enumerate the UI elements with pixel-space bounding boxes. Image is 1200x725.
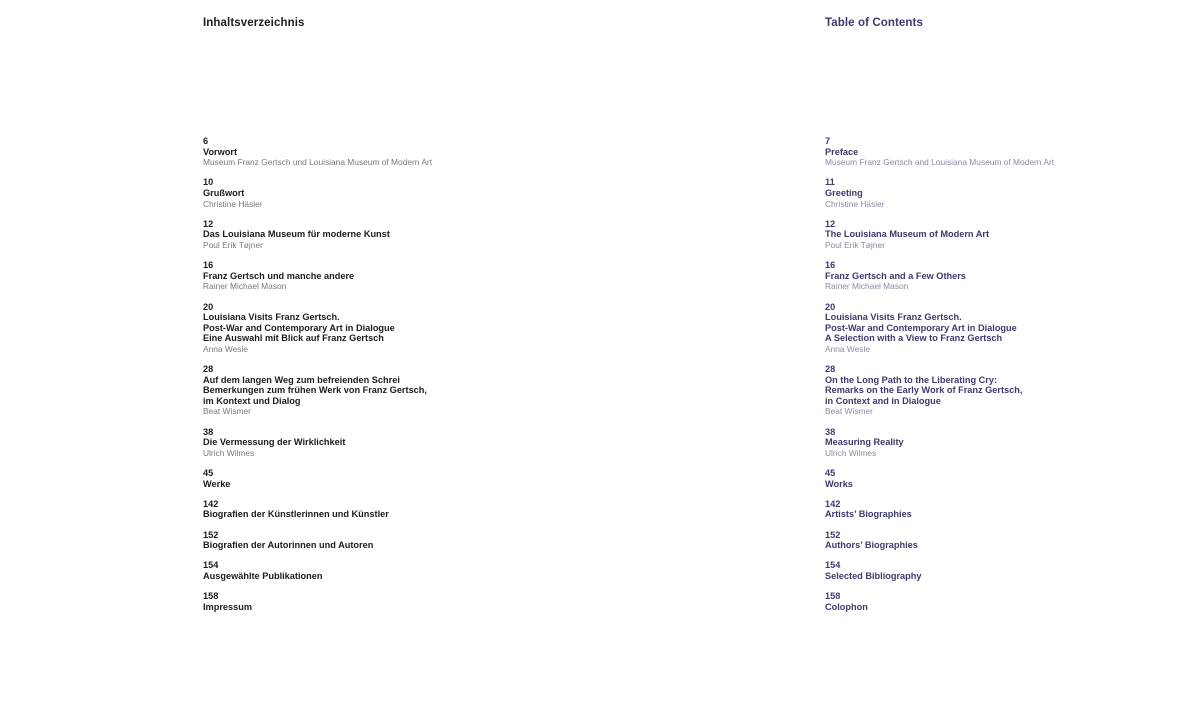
toc-entry-title-line: Artists’ Biographies <box>825 509 912 520</box>
toc-page-number: 7 <box>825 136 831 146</box>
toc-page-number: 38 <box>825 426 836 437</box>
toc-page-number: 38 <box>203 426 214 437</box>
toc-entry-title <box>825 229 1145 240</box>
toc-entry-title <box>203 571 523 582</box>
toc-page-number: 10 <box>203 177 214 188</box>
toc-page-number: 28 <box>203 364 214 375</box>
toc-entry-title-line: Greeting <box>825 187 863 198</box>
toc-page-number: 11 <box>825 177 835 188</box>
toc-entry-author: Museum Franz Gertsch and Louisiana Museum of Modern Art <box>825 157 1055 168</box>
toc-entry-title-line: Bemerkungen zum frühen Werk von Franz Gertsch, <box>203 385 427 396</box>
toc-entry-author: Rainer Michael Mason <box>203 281 287 292</box>
toc-entry-author: Christine Häsler <box>203 198 263 209</box>
toc-entry-title-line: The Louisiana Museum of Modern Art <box>825 229 990 240</box>
toc-entry-author: Museum Franz Gertsch und Louisiana Museum of Modern Art <box>203 157 433 168</box>
toc-entry[interactable] <box>825 177 1145 209</box>
toc-entry-title <box>203 188 523 199</box>
toc-entry-author: Ulrich Wilmes <box>203 447 255 458</box>
toc-entry-title-line: Preface <box>825 146 859 157</box>
toc-page-number: 152 <box>825 529 841 540</box>
toc-page-number: 12 <box>825 218 836 229</box>
toc-entry-title <box>825 571 1145 582</box>
toc-entry-title-line: Vorwort <box>203 146 238 157</box>
toc-entry-title <box>203 312 523 344</box>
toc-entry[interactable] <box>203 260 523 292</box>
toc-entry-title <box>203 479 523 490</box>
toc-entry[interactable] <box>203 530 523 551</box>
toc-entry[interactable] <box>825 530 1145 551</box>
toc-page-number: 152 <box>203 529 219 540</box>
toc-entry-title-line: Grußwort <box>203 187 245 198</box>
toc-entry-title-line: A Selection with a View to Franz Gertsch <box>825 333 1003 344</box>
toc-entry[interactable] <box>203 591 523 612</box>
toc-entry-author: Beat Wismer <box>825 406 873 417</box>
toc-page-number: 12 <box>203 218 214 229</box>
toc-entry-title-line: Eine Auswahl mit Blick auf Franz Gertsch <box>203 333 384 344</box>
toc-page-number: 45 <box>203 468 214 478</box>
toc-entry-title <box>825 375 1145 407</box>
english-toc-entries <box>825 136 1145 622</box>
toc-entry-title-line: Das Louisiana Museum für moderne Kunst <box>203 229 390 240</box>
toc-entry-title-line: Biografien der Künstlerinnen und Künstler <box>203 509 389 520</box>
toc-entry-title <box>825 271 1145 282</box>
toc-page-number: 158 <box>825 591 841 602</box>
toc-entry[interactable] <box>825 591 1145 612</box>
toc-entry[interactable] <box>203 560 523 581</box>
toc-entry-title-line: On the Long Path to the Liberating Cry: <box>825 374 998 385</box>
toc-entry[interactable] <box>825 560 1145 581</box>
toc-entry-author: Poul Erik Tøjner <box>203 239 263 250</box>
toc-page-number: 142 <box>203 498 219 509</box>
toc-entry-title <box>203 271 523 282</box>
toc-page-number: 142 <box>825 498 841 509</box>
toc-page-number: 20 <box>203 301 214 312</box>
toc-entry-title <box>203 602 523 613</box>
toc-entry[interactable] <box>825 364 1145 417</box>
toc-entry-title <box>203 147 523 158</box>
toc-entry-title <box>203 540 523 551</box>
toc-entry-title <box>825 602 1145 613</box>
toc-entry-author: Anna Wesle <box>203 343 249 354</box>
toc-entry-author: Anna Wesle <box>825 343 871 354</box>
german-toc-entries <box>203 136 523 622</box>
toc-entry-author: Beat Wismer <box>203 406 251 417</box>
toc-entry-title-line: Works <box>825 478 853 489</box>
toc-entry-title-line: Die Vermessung der Wirklichkeit <box>203 437 346 448</box>
toc-entry-title-line: Measuring Reality <box>825 437 904 448</box>
toc-entry-author: Poul Erik Tøjner <box>825 239 885 250</box>
toc-entry-author: Rainer Michael Mason <box>825 281 909 292</box>
toc-entry[interactable] <box>203 302 523 355</box>
toc-entry-title-line: in Context and in Dialogue <box>825 395 941 406</box>
toc-entry-title-line: Selected Bibliography <box>825 570 922 581</box>
toc-page-number: 16 <box>825 260 836 271</box>
toc-entry-title <box>203 437 523 448</box>
toc-entry[interactable] <box>203 427 523 459</box>
toc-entry[interactable] <box>825 219 1145 251</box>
toc-page-number: 16 <box>203 260 214 271</box>
toc-entry[interactable] <box>203 364 523 417</box>
toc-entry[interactable] <box>203 219 523 251</box>
toc-entry-title <box>203 229 523 240</box>
toc-entry[interactable] <box>825 302 1145 355</box>
toc-entry-title-line: Impressum <box>203 601 253 612</box>
toc-entry-title-line: Franz Gertsch and a Few Others <box>825 270 966 281</box>
toc-entry-title <box>825 147 1145 158</box>
toc-page-number: 158 <box>203 591 219 602</box>
toc-entry-title-line: Werke <box>203 478 231 489</box>
toc-entry-title <box>825 188 1145 199</box>
toc-entry-title-line: Auf dem langen Weg zum befreienden Schrei <box>203 374 400 385</box>
toc-entry-title <box>203 375 523 407</box>
toc-entry[interactable] <box>203 468 523 489</box>
toc-entry[interactable] <box>825 468 1145 489</box>
toc-entry[interactable] <box>825 136 1145 168</box>
toc-entry[interactable] <box>825 499 1145 520</box>
toc-entry-title-line: Louisiana Visits Franz Gertsch. <box>825 312 962 323</box>
toc-entry-title <box>825 540 1145 551</box>
toc-entry-title-line: Post-War and Contemporary Art in Dialogue <box>203 322 395 333</box>
toc-entry[interactable] <box>203 136 523 168</box>
toc-page-number: 154 <box>825 560 841 571</box>
toc-entry-title-line: Ausgewählte Publikationen <box>203 570 323 581</box>
toc-entry-author: Ulrich Wilmes <box>825 447 877 458</box>
toc-page-number: 20 <box>825 301 836 312</box>
toc-entry-title <box>825 437 1145 448</box>
toc-entry-title-line: Post-War and Contemporary Art in Dialogue <box>825 322 1017 333</box>
toc-entry-title-line: Colophon <box>825 601 868 612</box>
toc-page-number: 6 <box>203 136 209 146</box>
toc-entry[interactable] <box>203 177 523 209</box>
toc-entry[interactable] <box>203 499 523 520</box>
toc-entry-title-line: Franz Gertsch und manche andere <box>203 270 355 281</box>
toc-entry[interactable] <box>825 260 1145 292</box>
toc-entry-title <box>825 509 1145 520</box>
toc-entry-title-line: Louisiana Visits Franz Gertsch. <box>203 312 340 323</box>
toc-entry-title <box>825 479 1145 490</box>
toc-entry-author: Christine Häsler <box>825 198 885 209</box>
toc-entry-title <box>203 509 523 520</box>
toc-page-number: 154 <box>203 560 219 571</box>
toc-entry-title-line: Biografien der Autorinnen und Autoren <box>203 540 374 551</box>
english-toc-heading: Table of Contents <box>825 17 923 29</box>
toc-entry-title <box>825 312 1145 344</box>
toc-entry-title-line: Authors’ Biographies <box>825 540 918 551</box>
toc-entry[interactable] <box>825 427 1145 459</box>
toc-page-number: 45 <box>825 468 836 478</box>
toc-page-number: 28 <box>825 364 836 375</box>
toc-entry-title-line: im Kontext und Dialog <box>203 395 301 406</box>
toc-entry-title-line: Remarks on the Early Work of Franz Gertsch, <box>825 385 1023 396</box>
german-toc-heading: Inhaltsverzeichnis <box>203 17 305 29</box>
